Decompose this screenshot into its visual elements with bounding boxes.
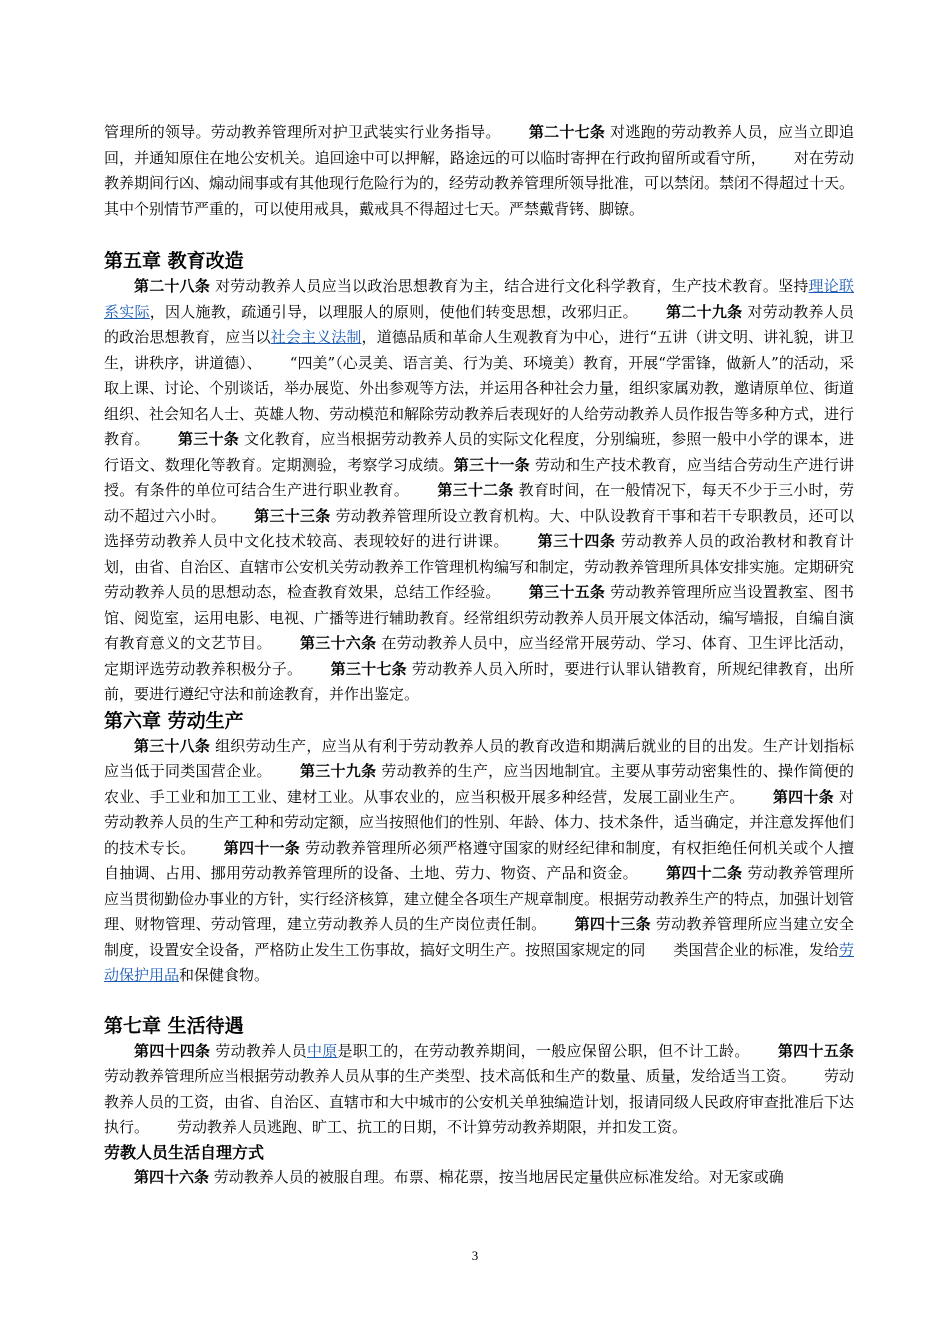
text: 是职工的，在劳动教养期间，一般应保留公职，但不计工龄。 — [337, 1041, 750, 1060]
article-46-heading: 第四十六条 — [134, 1167, 210, 1186]
text: 劳动教养管理所应当根据劳动教养人员从事的生产类型、技术高低和生产的数量、质量，发给适当工资。 — [104, 1067, 796, 1085]
text: 对劳动教养人员的政治思想教育，应当以 — [104, 302, 854, 346]
article-27-heading: 第二十七条 — [528, 123, 606, 141]
article-36-heading: 第三十六条 — [299, 634, 377, 652]
link-theory-practice[interactable]: 理论联系实际 — [104, 277, 854, 321]
chapter-5-body — [104, 274, 854, 708]
text: 文化教育，应当根据劳动教养人员的实际文化程度，分别编班，参照一般中小学的课本，进行语文、数理化等教育。定期测验，考察学习成绩。 — [104, 430, 854, 474]
text: “四美”（心灵美、语言美、行为美、环境美）教育，开展“学雷锋，做新人”的活动，采取上课、讨论、个别谈话，举办展览、外出参观等方法，并运用各种社会力量，组织家属劝教，邀请原单位、街道组织、社会知名人士、英雄人物、劳动模范和解除劳动教养后表现好的人给劳动教养人员作报告等多种方式，进行教育。 — [104, 353, 855, 448]
text: 对逃跑的劳动教养人员，应当立即追回，并通知原住在地公安机关。追回途中可以押解，路途远的可以临时寄押在行政拘留所或看守所， — [104, 123, 854, 167]
article-39-heading: 第三十九条 — [299, 762, 377, 780]
text: 劳动教养管理所应当设置教室、图书馆、阅览室，运用电影、电视、广播等进行辅助教育。经常组织劳动教养人员开展文体活动，编写墙报，自编自演有教育意义的文艺节目。 — [104, 583, 855, 652]
text: 和保健食物。 — [179, 966, 270, 984]
article-43-heading: 第四十三条 — [574, 915, 651, 933]
text: 教育时间，在一般情况下，每天不少于三小时，劳动不超过六小时。 — [104, 481, 854, 525]
article-31-heading: 第三十一条 — [453, 455, 530, 474]
text: 劳动教养人员的被服自理。布票、棉花票，按当地居民定量供应标准发给。对无家或确 — [213, 1167, 784, 1186]
text: ，因人施教，疏通引导，以理服人的原则，使他们转变思想，改邪归正。 — [149, 302, 638, 321]
article-46-paragraph — [104, 1165, 854, 1191]
text: 劳动教养人员逃跑、旷工、抗工的日期，不计算劳动教养期限，并扣发工资。 — [177, 1118, 688, 1136]
link-labor-protection-supplies[interactable]: 劳动保护用品 — [104, 940, 854, 984]
link-zhongyuan[interactable]: 中原 — [306, 1041, 338, 1060]
text: 劳动和生产技术教育，应当结合劳动生产进行讲授。有条件的单位可结合生产进行职业教育。 — [104, 455, 854, 499]
article-40-heading: 第四十条 — [772, 787, 834, 806]
text: 组织劳动生产，应当从有利于劳动教养人员的教育改造和期满后就业的目的出发。生产计划指标应当低于同类国营企业。 — [104, 736, 854, 780]
article-45-heading: 第四十五条 — [777, 1041, 854, 1060]
chapter-6-body — [104, 734, 854, 989]
chapter-6-title: 第六章 劳动生产 — [104, 709, 244, 732]
article-34-heading: 第三十四条 — [537, 532, 616, 550]
text: ，道德品质和革命人生观教育为中心，进行“五讲（讲文明、讲礼貌，讲卫生，讲秩序，讲道德）、 — [104, 328, 854, 372]
text: 劳动教养管理所应当贯彻勤俭办事业的方针，实行经济核算，建立健全各项生产规章制度。根据劳动教养生产的特点，加强计划管理、财物管理、劳动管理，建立劳动教养人员的生产岗位责任制。 — [104, 864, 855, 933]
article-35-heading: 第三十五条 — [528, 583, 606, 601]
text: 劳动教养的生产，应当因地制宜。主要从事劳动密集性的、操作简便的农业、手工业和加工工业、建材工业。从事农业的，应当积极开展多种经营，发展工副业生产。 — [104, 762, 854, 806]
page-number: 3 — [471, 1248, 479, 1263]
text: 劳动教养管理所必须严格遵守国家的财经纪律和制度，有权拒绝任何机关或个人擅自抽调、占用、挪用劳动教养管理所的设备、土地、劳力、物资、产品和资金。 — [104, 838, 854, 882]
article-28-heading: 第二十八条 — [134, 277, 211, 295]
chapter-7-title: 第七章 生活待遇 — [104, 1014, 244, 1037]
text: 管理所的领导。劳动教养管理所对护卫武装实行业务指导。 — [104, 123, 501, 141]
link-socialist-legal-system[interactable]: 社会主义法制 — [270, 328, 362, 346]
text: 劳动教养人员 — [215, 1041, 307, 1060]
paragraph-intro — [104, 120, 854, 222]
article-30-heading: 第三十条 — [177, 430, 240, 448]
article-38-heading: 第三十八条 — [134, 736, 211, 755]
article-42-heading: 第四十二条 — [665, 864, 743, 882]
text: 劳动教养人员入所时，要进行认罪认错教育，所规纪律教育，出所前，要进行遵纪守法和前途教育，并作出鉴定。 — [104, 659, 854, 703]
text: 劳动教养管理所设立教育机构。大、中队设教育干事和若干专职教员，还可以选择劳动教养人员中文化技术较高、表现较好的进行讲课。 — [104, 506, 854, 550]
chapter-7-body — [104, 1039, 854, 1141]
text: 劳动教养管理所应当建立安全制度，设置安全设备，严格防止发生工伤事故，搞好文明生产。按照国家规定的同 — [104, 915, 854, 959]
text: 类国营企业的标准，发给 — [673, 940, 839, 959]
article-32-heading: 第三十二条 — [437, 481, 514, 499]
text: 对劳动教养人员应当以政治思想教育为主，结合进行文化科学教育，生产技术教育。坚持 — [215, 277, 809, 295]
article-33-heading: 第三十三条 — [254, 506, 331, 525]
text: 劳动教养人员的政治教材和教育计划，由省、自治区、直辖市公安机关劳动教养工作管理机构编写和制定，劳动教养管理所具体安排实施。定期研究劳动教养人员的思想动态，检查教育效果，总结工作经验。 — [104, 532, 855, 601]
text: 对劳动教养人员的生产工种和劳动定额，应当按照他们的性别、年龄、体力、技术条件，适当确定，并注意发挥他们的技术专长。 — [104, 787, 855, 857]
article-37-heading: 第三十七条 — [330, 659, 407, 678]
document-page — [104, 120, 854, 1190]
text: 对在劳动教养期间行凶、煽动闹事或有其他现行危险行为的，经劳动教养管理所领导批准，可以禁闭。禁闭不得超过十天。其中个别情节严重的，可以使用戒具，戴戒具不得超过七天。严禁戴背铐、脚镣。 — [104, 148, 855, 218]
article-41-heading: 第四十一条 — [223, 838, 301, 857]
text: 在劳动教养人员中，应当经常开展劳动、学习、体育、卫生评比活动，定期评选劳动教养积极分子。 — [104, 634, 854, 678]
subsection-title: 劳教人员生活自理方式 — [104, 1142, 265, 1162]
article-44-heading: 第四十四条 — [134, 1041, 211, 1060]
text: 劳动教养人员的工资，由省、自治区、直辖市和大中城市的公安机关单独编造计划，报请同级人民政府审查批准后下达执行。 — [104, 1067, 855, 1136]
chapter-5-title: 第五章 教育改造 — [104, 250, 244, 272]
article-29-heading: 第二十九条 — [665, 302, 743, 321]
